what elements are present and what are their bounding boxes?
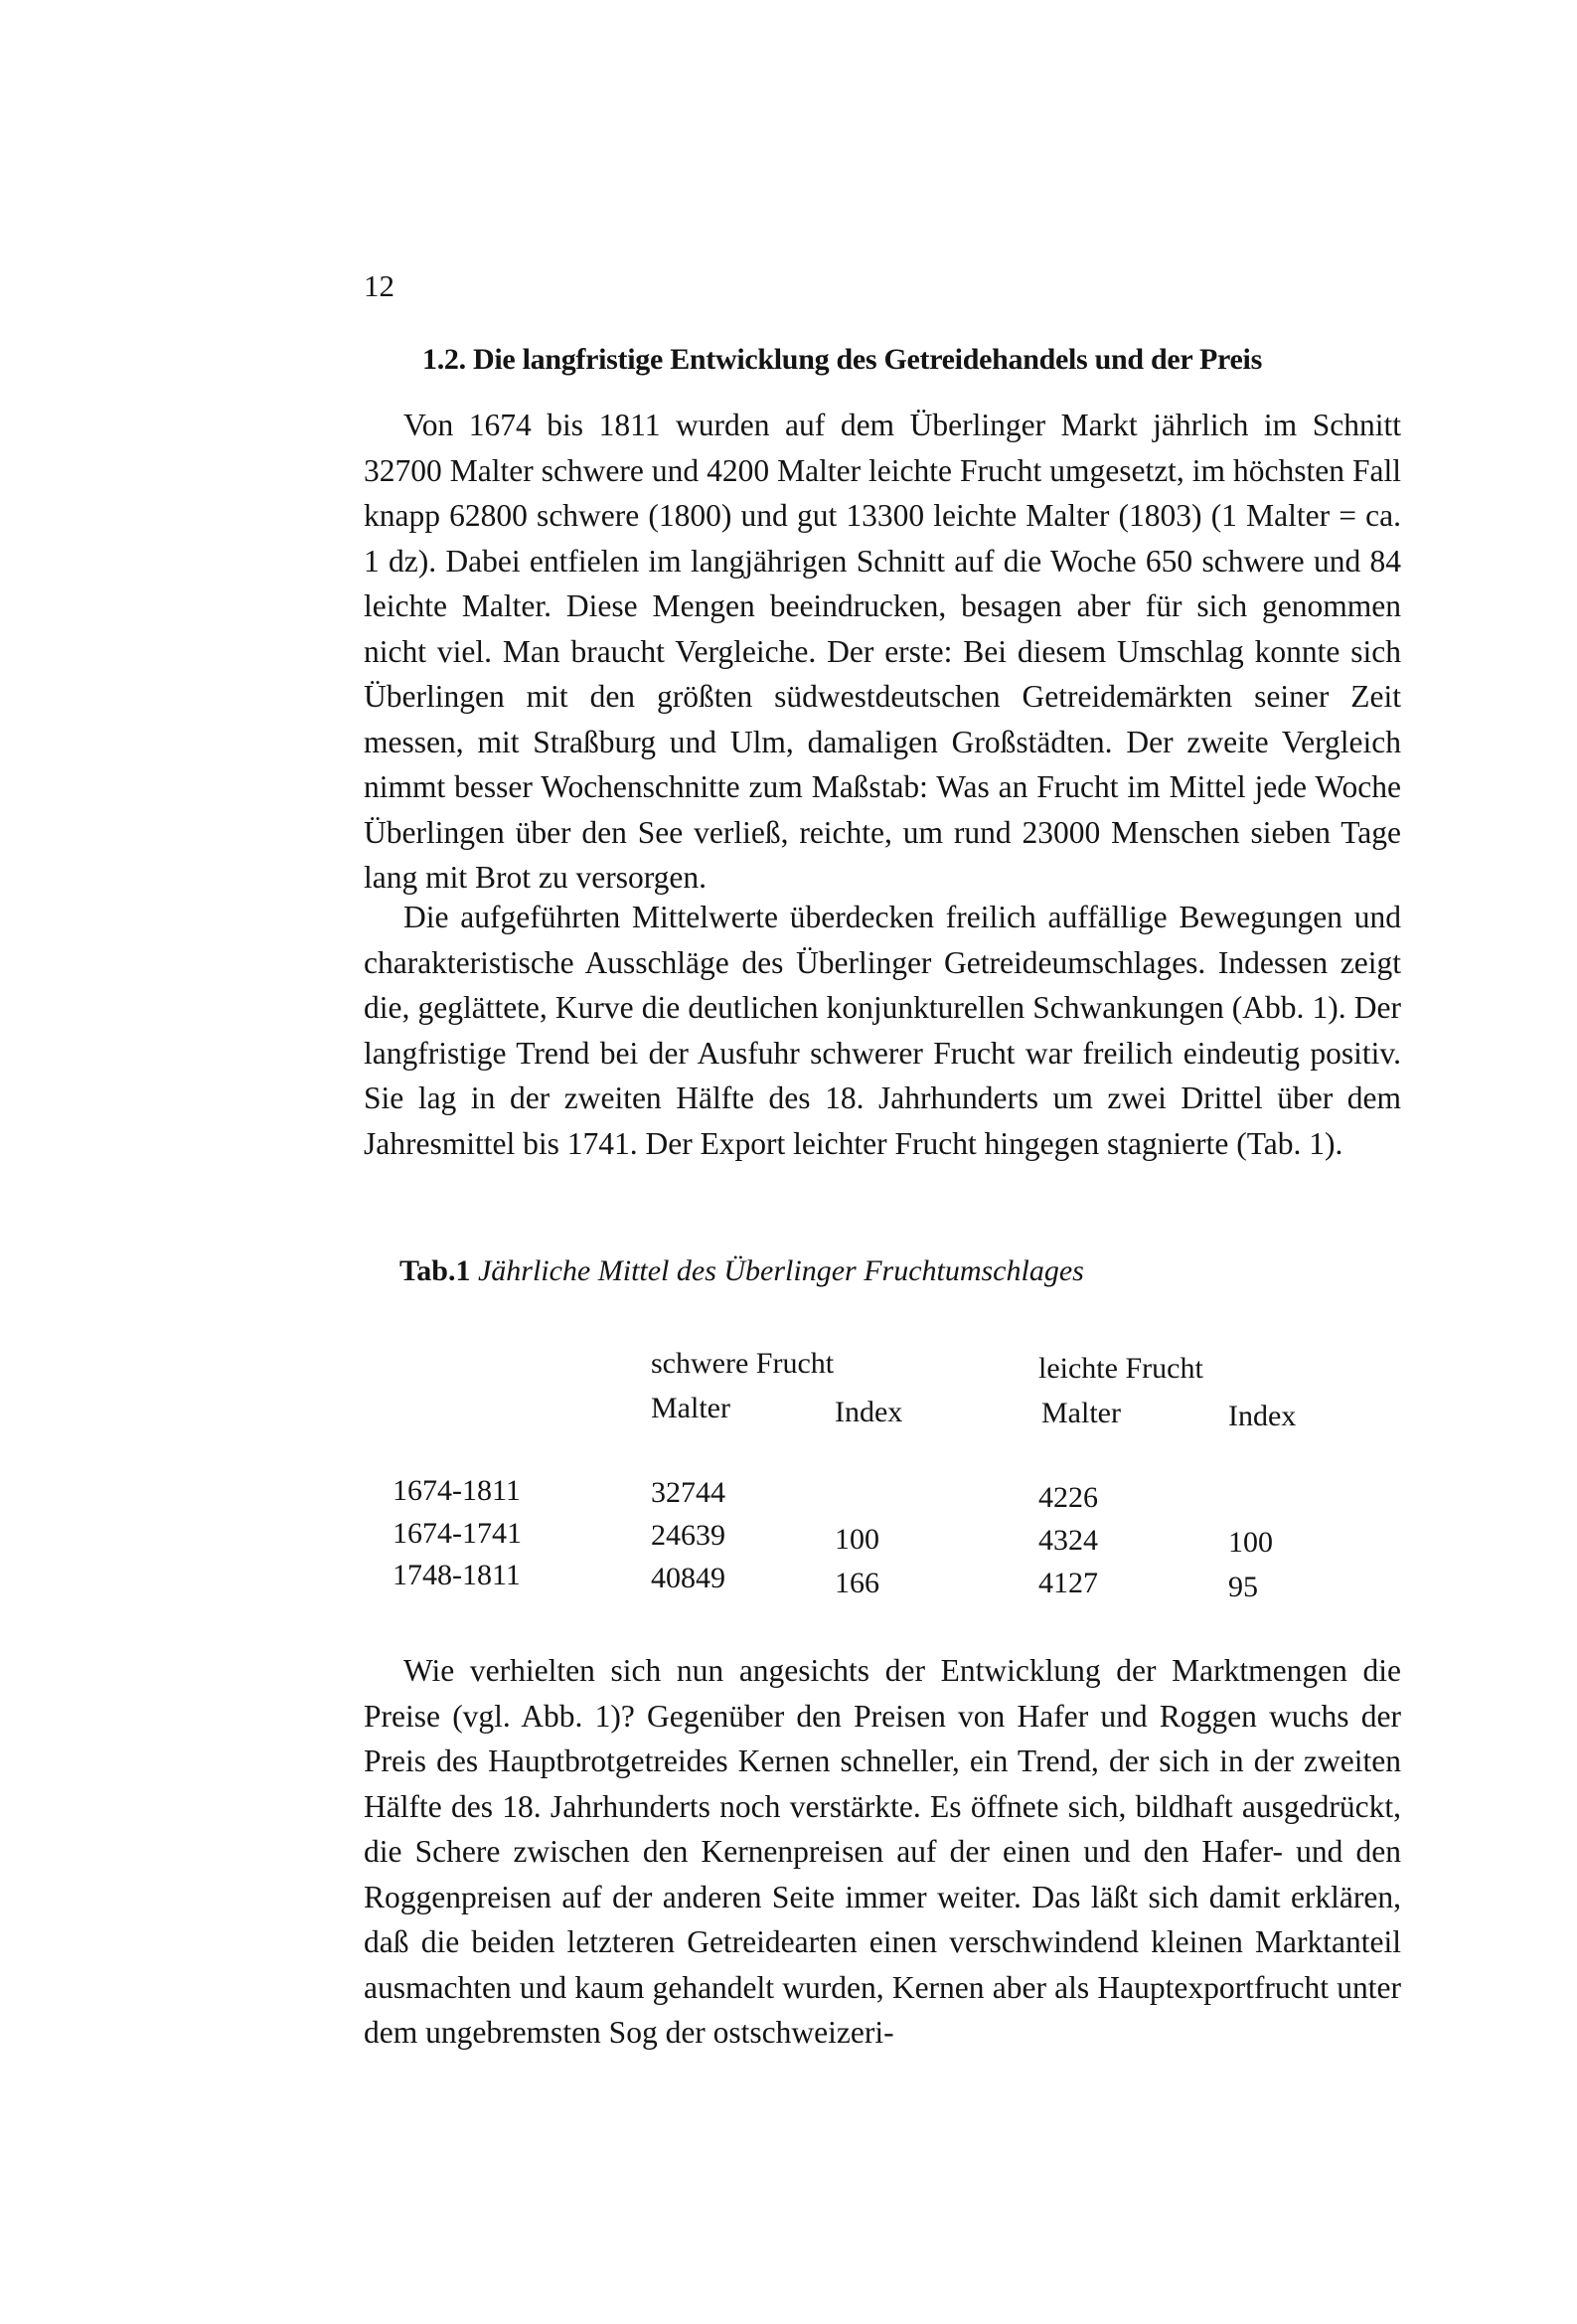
table-caption-title: Jährliche Mittel des Überlinger Fruchtumschlages: [477, 1254, 1084, 1287]
page-number: 12: [364, 268, 394, 303]
table-cell: 4226: [1038, 1481, 1098, 1514]
column-header-index: Index: [1228, 1400, 1297, 1432]
column-header-malter: Malter: [651, 1392, 730, 1424]
table-cell: 24639: [651, 1519, 725, 1552]
table-cell: 100: [1228, 1526, 1273, 1559]
column-header-malter: Malter: [1041, 1397, 1121, 1429]
paragraph: Wie verhielten sich nun angesichts der Entwicklung der Marktmengen die Preise (vgl. Abb. 1)? Gegenüber den Preisen von Hafer und Roggen wuchs der Preis des Hauptbrotgetreides Kernen schneller, ein Trend, der sich in der zweiten Hälfte des 18. Jahrhunderts noch verstärkte. Es öffnete sich, bildhaft ausgedrückt, die Schere zwischen den Kernenpreisen auf der einen und den Hafer- und den Roggenpreisen auf der anderen Seite immer weiter. Das läßt sich damit erklären, daß die beiden letzteren Getreidearten einen verschwindend kleinen Marktanteil ausmachten und kaum gehandelt wurden, Kernen aber als Hauptexportfrucht unter dem ungebremsten Sog der ostschweizeri-: [364, 1653, 1401, 2050]
group-header-schwere-frucht: schwere Frucht: [651, 1347, 835, 1380]
table-caption: [399, 1254, 1084, 1288]
table-cell: 4324: [1038, 1524, 1098, 1557]
group-header-leichte-frucht: leichte Frucht: [1038, 1352, 1203, 1385]
section-heading: 1.2. Die langfristige Entwicklung des Getreidehandels und der Preis: [422, 343, 1262, 376]
paragraph: Von 1674 bis 1811 wurden auf dem Überlinger Markt jährlich im Schnitt 32700 Malter schwere und 4200 Malter leichte Frucht umgesetzt, im höchsten Fall knapp 62800 schwere (1800) und gut 13300 leichte Malter (1803) (1 Malter = ca. 1 dz). Dabei entfielen im langjährigen Schnitt auf die Woche 650 schwere und 84 leichte Malter. Diese Mengen beeindrucken, besagen aber für sich genommen nicht viel. Man braucht Vergleiche. Der erste: Bei diesem Umschlag konnte sich Überlingen mit den größten südwestdeutschen Getreidemärkten seiner Zeit messen, mit Straßburg und Ulm, damaligen Großstädten. Der zweite Vergleich nimmt besser Wochenschnitte zum Maßstab: Was an Frucht im Mittel jede Woche Überlingen über den See verließ, reichte, um rund 23000 Menschen sieben Tage lang mit Brot zu versorgen.: [364, 408, 1401, 895]
table-row-period: 1748-1811: [393, 1559, 521, 1591]
table-cell: 100: [835, 1523, 879, 1556]
table-cell: 32744: [651, 1476, 725, 1509]
table-cell: 4127: [1038, 1567, 1098, 1599]
table-cell: 166: [835, 1567, 879, 1599]
table-cell: 40849: [651, 1562, 725, 1594]
table-cell: 95: [1228, 1571, 1258, 1603]
table-caption-number: Tab.1: [399, 1254, 471, 1287]
table-row-period: 1674-1741: [393, 1517, 522, 1550]
column-header-index: Index: [835, 1396, 903, 1428]
paragraph: Die aufgeführten Mittelwerte überdecken freilich auffällige Bewegungen und charakteristische Ausschläge des Überlinger Getreideumschlages. Indessen zeigt die, geglättete, Kurve die deutlichen konjunkturellen Schwankungen (Abb. 1). Der langfristige Trend bei der Ausfuhr schwerer Frucht war freilich eindeutig positiv. Sie lag in der zweiten Hälfte des 18. Jahrhunderts um zwei Drittel über dem Jahresmittel bis 1741. Der Export leichter Frucht hingegen stagnierte (Tab. 1).: [364, 900, 1401, 1161]
table-row-period: 1674-1811: [393, 1474, 521, 1507]
